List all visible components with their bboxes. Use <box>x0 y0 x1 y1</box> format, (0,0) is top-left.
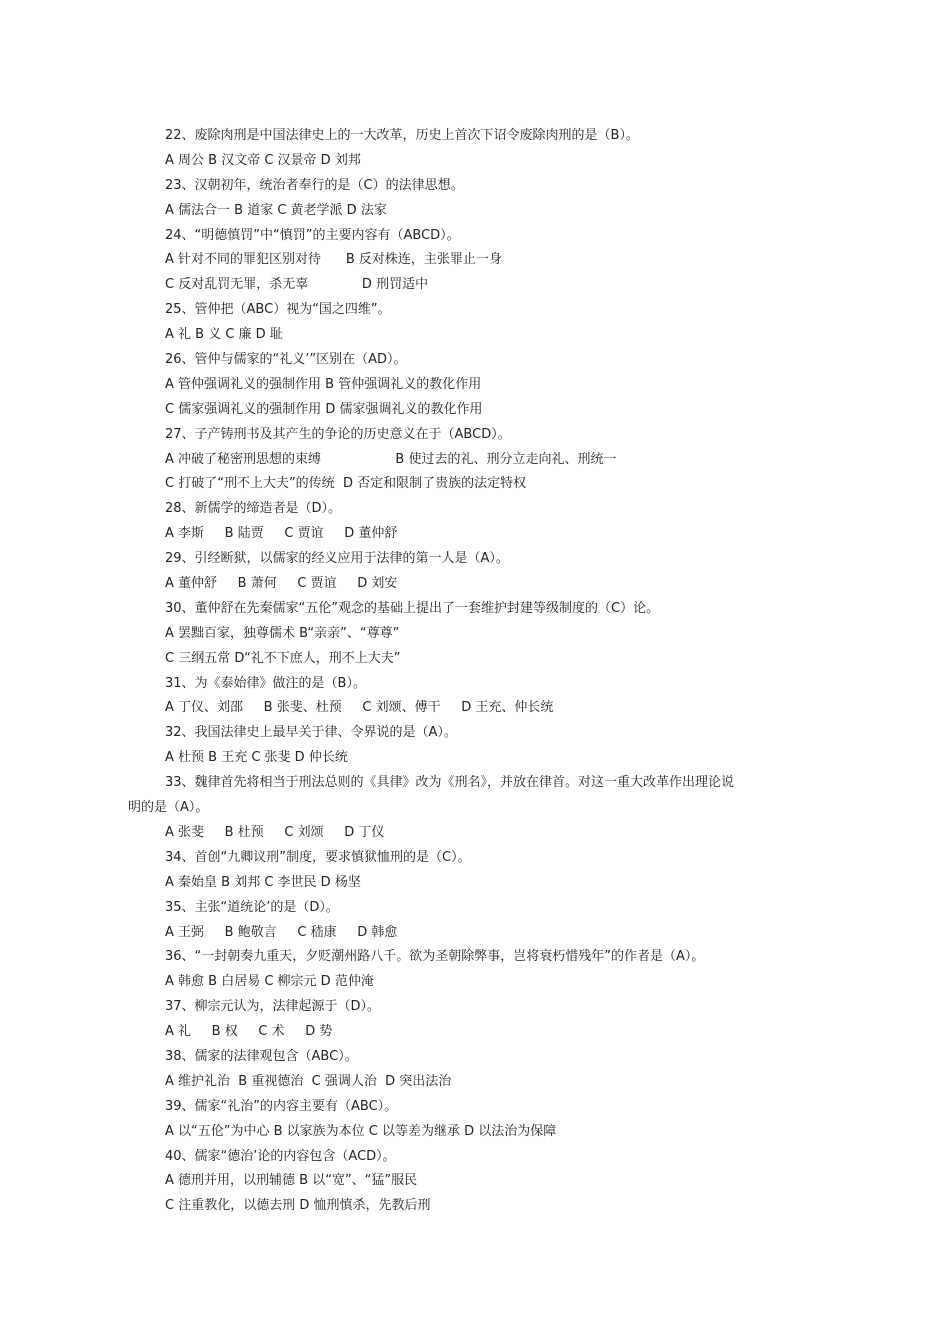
text-line: A 秦始皇 B 刘邦 C 李世民 D 杨坚 <box>165 874 361 890</box>
text-line: A 维护礼治 B 重视德治 C 强调人治 D 突出法治 <box>165 1073 452 1089</box>
text-line: C 三纲五常 D“礼不下庶人，刑不上大夫” <box>165 650 401 666</box>
text-line: C 儒家强调礼义的强制作用 D 儒家强调礼义的教化作用 <box>165 401 483 417</box>
text-line: 23、汉朝初年，统治者奉行的是（C）的法律思想。 <box>165 177 464 193</box>
text-line: C 反对乱罚无罪，杀无辜 D 刑罚适中 <box>165 277 429 293</box>
text-line: 33、魏律首先将相当于刑法总则的《具律》改为《刑名》，并放在律首。对这一重大改革作出理论说 <box>165 775 735 791</box>
text-line: A 周公 B 汉文帝 C 汉景帝 D 刘邦 <box>165 152 361 168</box>
text-line: A 针对不同的罪犯区别对待 B 反对株连，主张罪止一身 <box>165 252 502 268</box>
text-line: C 打破了“刑不上大夫”的传统 D 否定和限制了贵族的法定特权 <box>165 476 527 492</box>
text-line: A 管仲强调礼义的强制作用 B 管仲强调礼义的教化作用 <box>165 376 482 392</box>
text-line: C 注重教化，以德去刑 D 恤刑慎杀，先教后刑 <box>165 1198 431 1214</box>
text-line: 28、新儒学的缔造者是（D）。 <box>165 501 342 517</box>
text-line: A 德刑并用，以刑辅德 B 以“宽”、“猛”服民 <box>165 1173 418 1189</box>
text-line: A 董仲舒 B 萧何 C 贾谊 D 刘安 <box>165 576 398 592</box>
text-line: 29、引经断狱，以儒家的经义应用于法律的第一人是（A）。 <box>165 551 509 567</box>
text-line: 明的是（A）。 <box>128 800 209 816</box>
text-line: 25、管仲把（ABC）视为“国之四维”。 <box>165 302 391 318</box>
text-line: 31、为《泰始律》做注的是（B）。 <box>165 675 366 691</box>
text-line: A 张斐 B 杜预 C 刘颂 D 丁仪 <box>165 824 385 840</box>
text-line: 35、主张“道统论’的是（D）。 <box>165 899 339 915</box>
text-line: A 儒法合一 B 道家 C 黄老学派 D 法家 <box>165 202 387 218</box>
text-line: 22、废除肉刑是中国法律史上的一大改革，历史上首次下诏令废除肉刑的是（B）。 <box>165 128 639 143</box>
text-line: A 丁仪、刘邵 B 张斐、杜预 C 刘颂、傅干 D 王充、仲长统 <box>165 700 554 716</box>
text-line: 37、柳宗元认为，法律起源于（D）。 <box>165 999 381 1015</box>
text-line: A 王弼 B 鲍敬言 C 嵇康 D 韩愈 <box>165 924 398 940</box>
text-line: A 杜预 B 王充 C 张斐 D 仲长统 <box>165 750 348 766</box>
text-line: A 以“五伦”为中心 B 以家族为本位 C 以等差为继承 D 以法治为保障 <box>165 1123 557 1139</box>
text-line: 34、首创“九卿议刑”制度，要求慎狱恤刑的是（C）。 <box>165 849 471 865</box>
text-line: 40、儒家“德治’论的内容包含（ACD）。 <box>165 1148 396 1164</box>
text-line: 30、董仲舒在先秦儒家“五伦”观念的基础上提出了一套维护封建等级制度的（C）论。 <box>165 600 660 616</box>
text-line: 27、子产铸刑书及其产生的争论的历史意义在于（ABCD）。 <box>165 426 511 442</box>
text-line: A 罢黜百家，独尊儒术 B“亲亲”、“尊尊” <box>165 625 400 641</box>
text-line: A 礼 B 权 C 术 D 势 <box>165 1024 333 1040</box>
text-line: A 韩愈 B 白居易 C 柳宗元 D 范仲淹 <box>165 974 374 990</box>
text-line: 39、儒家“礼治”的内容主要有（ABC）。 <box>165 1098 398 1114</box>
text-line: 26、管仲与儒家的“礼义’”区别在（AD）。 <box>165 352 407 368</box>
text-line: A 李斯 B 陆贾 C 贾谊 D 董仲舒 <box>165 526 398 542</box>
text-line: A 礼 B 义 C 廉 D 耻 <box>165 327 283 343</box>
text-line: A 冲破了秘密刑思想的束缚 B 使过去的礼、刑分立走向礼、刑统一 <box>165 451 617 467</box>
text-line: 32、我国法律史上最早关于律、令界说的是（A）。 <box>165 725 457 741</box>
text-line: 38、儒家的法律观包含（ABC）。 <box>165 1048 358 1064</box>
document-page <box>0 124 950 1219</box>
text-line: 24、“明德慎罚”中“慎罚”的主要内容有（ABCD）。 <box>165 227 460 243</box>
text-line: 36、“一封朝奏九重天，夕贬潮州路八千。欲为圣朝除弊事，岂将衰朽惜残年”的作者是（A）。 <box>165 949 705 965</box>
